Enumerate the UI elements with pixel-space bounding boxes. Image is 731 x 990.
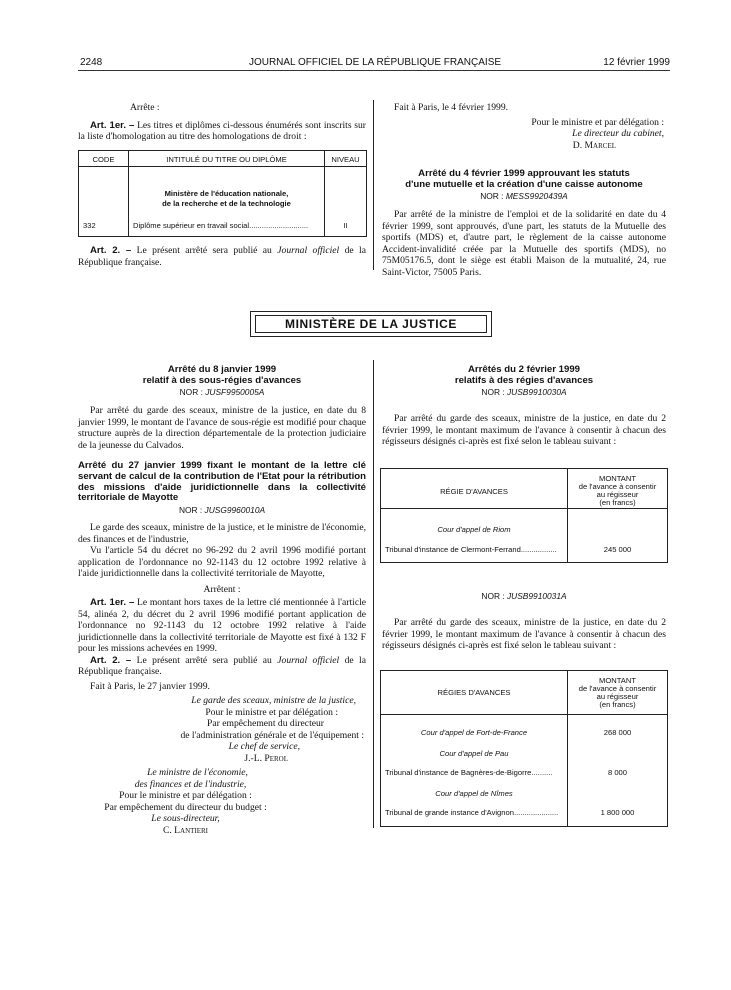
t2-row-pau: Cour d'appel de Pau [439, 749, 509, 758]
arrete-8-janvier-title: Arrêté du 8 janvier 1999 [167, 364, 277, 375]
arretent-label: Arrêtent : [203, 583, 241, 595]
t2-amount-bagneres: 8 000 [607, 768, 627, 777]
regie-table-1 [380, 468, 668, 563]
ministry-line-2: de la recherche et de la technologie [162, 199, 291, 208]
ministry-line-1: Ministère de l'éducation nationale, [164, 189, 289, 198]
t2-row-nimes: Cour d'appel de Nîmes [435, 789, 513, 798]
arretes-2-fevrier-title: Arrêtés du 2 février 1999 [468, 364, 580, 375]
article-1-text: Les titres et diplômes ci-dessous énumérés sont inscrits sur la liste d'homologation au titre des homologations de droit : [78, 119, 366, 142]
fait-paris-27-janvier: Fait à Paris, le 27 janvier 1999. [90, 680, 210, 692]
mutuelle-title: Arrêté du 4 février 1999 approuvant les statuts d'une mutuelle et la création d'une caisse autonome [405, 168, 643, 191]
justice-left-column: Arrêté du 8 janvier 1999 relatif à des sous-régies d'avances NOR : JUSF9950005A Par arrêté du garde des sceaux, ministre de la justice, en date du 8 janvier 1999, le montant de l'avance de sous-régie est modifié pour chaque structure auprès de la direction départementale de la protection judiciaire de la jeunesse du Calvados. Arrêté du 27 janvier 1999 fixant le montant de la lettre clé servant de calcul de la contribution de l'Etat pour la rétribution des missions d'aide juridictionnelle dans la collectivité territoriale de Mayotte NOR : JUSG9960010A Le garde des sceaux, ministre de la justice, et le ministre de l'économie, des finances et de l'industrie, Vu l'article 54 du décret no 96-292 du 2 avril 1996 modifié portant application de l'ordonnance no 92-1143 du 12 octobre 1992 relative à l'aide juridictionnelle dans la collectivité territoriale de Mayotte, Arrêtent : Art. 1er. – Le montant hors taxes de la lettre clé mentionnée à l'article 54, alinéa 2, du décret du 2 avril 1996 modifié portant application de l'ordonnance no 92-1143 du 12 octobre 1992 relative à l'aide juridictionnelle dans la collectivité territoriale de Mayotte est fixé à 132 F pour les missions achevées en 1999. Art. 2. – Le présent arrêté sera publié au Journal officiel de la République française. Fait à Paris, le 27 janvier 1999. Le garde des sceaux, ministre de la justice, Pour le ministre et par délégation : Par empêchement du directeur de l'administration générale et de l'équipement : Le chef de service, J.-L. Perol Le ministre de l'économie, des finances et de l'industrie, Pour le ministre et par délégation : Par empêchement du directeur du budget : Le sous-directeur, C. Lantieri [78, 364, 366, 836]
arrete-27-janvier-title: Arrêté du 27 janvier 1999 fixant le montant de la lettre clé servant de calcul de la contribution de l'Etat pour la rétribution des missions d'aide juridictionnelle dans la collectivité territoriale de Mayotte [78, 460, 366, 504]
signature-marcel: D. Marcel [572, 139, 616, 151]
ministry-banner [250, 311, 492, 337]
t1-court: Cour d'appel de Riom [437, 525, 511, 534]
header-rule [78, 70, 670, 71]
t2-row-fort-de-france: Cour d'appel de Fort-de-France [420, 728, 528, 737]
preamble-vu: Vu l'article 54 du décret no 96-292 du 2 avril 1996 modifié portant application de l'ordonnance no 92-1143 du 12 octobre 1992 relative à l'aide juridictionnelle dans la collectivité territoriale de Mayotte, [78, 545, 366, 580]
article-2-paragraph: Art. 2. – Le présent arrêté sera publié au Journal officiel de la République française. [78, 245, 366, 268]
page-number: 2248 [80, 57, 103, 68]
t2-row-bagneres: Tribunal d'instance de Bagnères-de-Bigorre.......... [385, 768, 553, 777]
row-title: Diplôme supérieur en travail social............................ [133, 221, 309, 230]
homologation-table [78, 150, 367, 237]
journal-title: JOURNAL OFFICIEL DE LA RÉPUBLIQUE FRANÇAISE [248, 57, 502, 68]
t1-header-montant: MONTANT de l'avance à consentir au régisseur (en francs) [578, 474, 657, 507]
journal-officiel-ref: Journal officiel [277, 245, 340, 256]
pour-le-ministre: Pour le ministre et par délégation : [531, 116, 664, 128]
directeur-cabinet: Le directeur du cabinet, [572, 128, 664, 139]
issue-date: 12 février 1999 [603, 57, 670, 68]
nor-jusg: NOR : JUSG9960010A [178, 505, 266, 516]
nor-jusf: NOR : JUSF9950005A [179, 387, 265, 398]
fait-paris-4-fevrier: Fait à Paris, le 4 février 1999. [394, 102, 509, 113]
t1-amount: 245 000 [603, 545, 632, 554]
t2-row-avignon: Tribunal de grande instance d'Avignon..................... [385, 808, 559, 817]
t2-header-montant: MONTANT de l'avance à consentir au régisseur (en francs) [578, 676, 657, 709]
signature-block-economie: Le ministre de l'économie, des finances et de l'industrie, Pour le ministre et par délégation : Par empêchement du directeur du budget : Le sous-directeur, C. Lantieri [78, 767, 293, 836]
preamble-ministers: Le garde des sceaux, ministre de la justice, et le ministre de l'économie, des finances et de l'industrie, [78, 522, 366, 545]
header-level: NIVEAU [331, 155, 360, 164]
t1-tribunal: Tribunal d'instance de Clermont-Ferrand................. [385, 545, 557, 554]
arrete-label: Arrête : [130, 102, 160, 113]
signature-perol: J.-L. Perol [244, 752, 288, 764]
ministry-banner-text: MINISTÈRE DE LA JUSTICE [255, 315, 487, 333]
t1-header-regie: RÉGIE D'AVANCES [440, 487, 508, 496]
mutuelle-body: Par arrêté de la ministre de l'emploi et de la solidarité en date du 4 février 1999, sont approuvés, d'une part, les statuts de la Mutuelle des sportifs (MDS) et, d'autre part, le règlement de la caisse autonome Accident-invalidité créée par la Mutuelle des sportifs (MDS), no 75M05176.5, dont le siège est établi Maison de la mutualité, 24, rue Saint-Victor, 75005 Paris. [382, 209, 666, 278]
homologation-section [78, 102, 366, 143]
column-divider-bottom [373, 360, 374, 828]
article-2-label: Art. 2. – [90, 245, 132, 256]
nor-jusb-31: NOR : JUSB9910031A [481, 591, 567, 601]
arrete-8-janvier-body: Par arrêté du garde des sceaux, ministre de la justice, en date du 8 janvier 1999, le montant de l'avance de sous-régie est modifié pour chaque structure auprès de la direction départementale de la protection judiciaire de la jeunesse du Calvados. [78, 405, 366, 451]
mayotte-article-2: Art. 2. – Le présent arrêté sera publié au Journal officiel de la République française. [78, 654, 366, 678]
signature-lantieri: C. Lantieri [162, 824, 209, 836]
mayotte-article-1: Art. 1er. – Le montant hors taxes de la lettre clé mentionnée à l'article 54, alinéa 2, du décret du 2 avril 1996 modifié portant application de l'ordonnance no 92-1143 du 12 octobre 1992 relative à l'aide juridictionnelle dans la collectivité territoriale de Mayotte est fixé à 132 F pour les missions achevées en 1999. [78, 597, 366, 655]
article-2-block [78, 245, 366, 268]
t2-amount-avignon: 1 800 000 [600, 808, 635, 817]
mutuelle-section [382, 102, 666, 278]
header-code: CODE [92, 155, 115, 164]
signature-block-justice: Le garde des sceaux, ministre de la justice, Pour le ministre et par délégation : Par empêchement du directeur de l'administration générale et de l'équipement : Le chef de service, J.-L. Perol [78, 695, 366, 764]
t2-amount-fort-de-france: 268 000 [603, 728, 632, 737]
article-1-paragraph [78, 120, 366, 143]
nor-mess: NOR : MESS9920439A [480, 191, 568, 202]
regie-body-1: Par arrêté du garde des sceaux, ministre de la justice, en date du 2 février 1999, le montant maximum de l'avance à consentir à chacun des régisseurs désignés ci-après est fixé selon le tableau suivant : [382, 413, 666, 448]
regie-table-2 [380, 670, 668, 827]
row-level: II [343, 221, 348, 230]
nor-jusb-30: NOR : JUSB9910030A [481, 387, 567, 398]
article-1-label: Art. 1er. – [90, 119, 135, 131]
t2-header-regies: RÉGIES D'AVANCES [437, 688, 511, 697]
running-header [80, 57, 670, 69]
column-divider-top [373, 100, 374, 270]
row-code: 332 [83, 221, 96, 230]
regie-body-2: Par arrêté du garde des sceaux, ministre de la justice, en date du 2 février 1999, le montant maximum de l'avance à consentir à chacun des régisseurs désignés ci-après est fixé selon le tableau suivant : [382, 617, 666, 652]
justice-right-column: Arrêtés du 2 février 1999 relatifs à des régies d'avances NOR : JUSB9910030A Par arrêté du garde des sceaux, ministre de la justice, en date du 2 février 1999, le montant maximum de l'avance à consentir à chacun des régisseurs désignés ci-après est fixé selon le tableau suivant : [382, 364, 666, 448]
header-title: INTITULÉ DU TITRE OU DIPLÔME [166, 155, 287, 164]
regie-section-2 [382, 590, 666, 652]
